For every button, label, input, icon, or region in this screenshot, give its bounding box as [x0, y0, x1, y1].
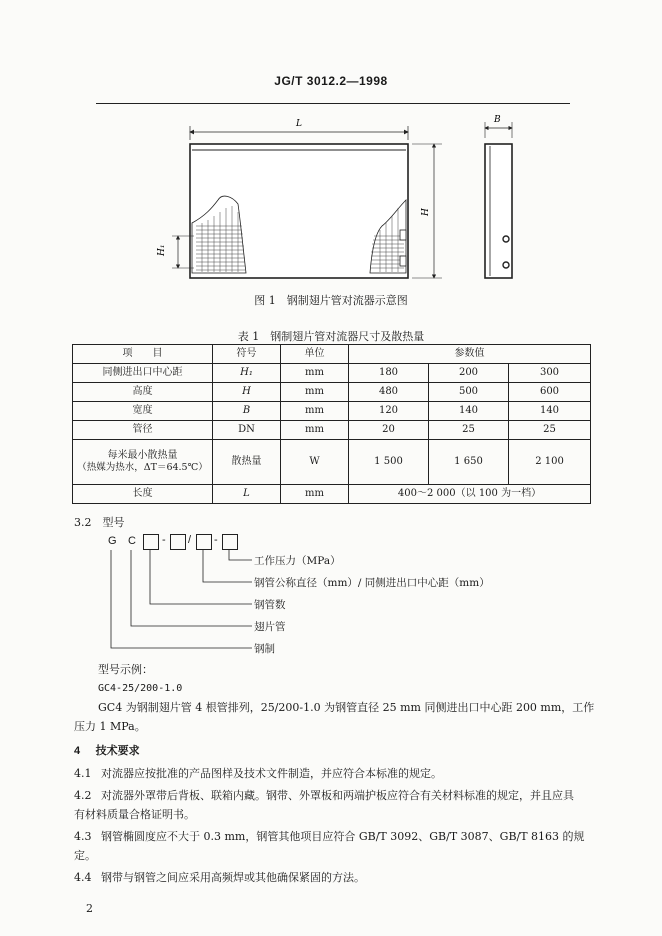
figure-caption: 图 1 钢制翅片管对流器示意图 — [254, 294, 408, 307]
header-unit: 单位 — [281, 345, 349, 364]
clause-number: 4.3 — [74, 830, 92, 843]
row-value: 1 500 — [349, 440, 429, 485]
row-value: 2 100 — [509, 440, 591, 485]
row-value: 140 — [429, 402, 509, 421]
row-item-line1: 每米最小散热量 — [107, 450, 178, 461]
model-example-code: GC4-25/200-1.0 — [98, 683, 183, 694]
model-label-tube-count: 钢管数 — [254, 599, 286, 611]
model-separator-dash: - — [214, 534, 218, 546]
document-code-header: JG/T 3012.2—1998 — [274, 74, 388, 88]
table-row — [73, 485, 591, 504]
model-example-desc-line1: GC4 为钢制翅片管 4 根管排列，25/200-1.0 为钢管直径 25 mm 同侧进出口中心距 200 mm，工作 — [98, 701, 595, 714]
row-symbol: H₁ — [213, 364, 281, 383]
model-separator-dash: - — [162, 534, 166, 546]
clause-text: 对流器应按批准的产品图样及技术文件制造，并应符合本标准的规定。 — [101, 767, 442, 780]
section-4-title: 技术要求 — [95, 744, 140, 757]
model-leader-lines — [100, 548, 260, 658]
clause-4-2-continued: 有材料质量合格证明书。 — [74, 808, 195, 821]
row-value: 480 — [349, 383, 429, 402]
row-value: 20 — [349, 421, 429, 440]
row-item: 同侧进出口中心距 — [73, 364, 213, 383]
row-unit: mm — [281, 485, 349, 504]
table-caption: 表 1 钢制翅片管对流器尺寸及散热量 — [237, 330, 425, 343]
model-example-desc-line2: 压力 1 MPa。 — [74, 720, 146, 733]
row-item: 长度 — [73, 485, 213, 504]
model-example-title: 型号示例： — [98, 663, 153, 676]
row-value: 25 — [509, 421, 591, 440]
row-symbol: DN — [213, 421, 281, 440]
row-value: 180 — [349, 364, 429, 383]
row-unit: mm — [281, 364, 349, 383]
section-4-heading — [74, 741, 140, 761]
clause-number: 4.1 — [74, 767, 92, 780]
row-value: 300 — [509, 364, 591, 383]
row-item: 管径 — [73, 421, 213, 440]
clause-text: 对流器外罩带后背板、联箱内藏。钢带、外罩板和两端护板应符合有关材料标准的规定，并且应具 — [101, 789, 574, 802]
table-row — [73, 421, 591, 440]
row-unit: mm — [281, 421, 349, 440]
row-value: 25 — [429, 421, 509, 440]
row-unit: mm — [281, 383, 349, 402]
table-row — [73, 383, 591, 402]
clause-4-3-continued: 定。 — [74, 849, 96, 862]
clause-number: 4.2 — [74, 789, 92, 802]
model-separator-slash: / — [188, 534, 192, 546]
row-item: 宽度 — [73, 402, 213, 421]
model-letter-c: C — [128, 535, 136, 547]
convector-schematic-figure — [150, 108, 540, 283]
row-value: 600 — [509, 383, 591, 402]
row-value: 500 — [429, 383, 509, 402]
row-value: 120 — [349, 402, 429, 421]
dim-label-B: B — [494, 115, 501, 125]
dim-label-H: H — [421, 208, 431, 216]
clause-text: 钢带与钢管之间应采用高频焊或其他确保紧固的方法。 — [101, 871, 365, 884]
row-unit: mm — [281, 402, 349, 421]
section-4-number: 4 — [74, 745, 81, 757]
row-value: 140 — [509, 402, 591, 421]
model-label-diameter: 钢管公称直径（mm）/ 同侧进出口中心距（mm） — [254, 577, 490, 589]
model-label-pressure: 工作压力（MPa） — [254, 555, 341, 567]
page-number: 2 — [86, 902, 93, 915]
row-item: 高度 — [73, 383, 213, 402]
table-row — [73, 402, 591, 421]
clause-4-2 — [74, 786, 594, 805]
row-value: 200 — [429, 364, 509, 383]
dim-label-L: L — [296, 119, 302, 129]
header-item: 项 目 — [73, 345, 213, 364]
header-params: 参数值 — [349, 345, 591, 364]
specification-table — [72, 344, 591, 504]
clause-4-1 — [74, 764, 594, 783]
row-item — [73, 440, 213, 485]
clause-text: 钢管椭圆度应不大于 0.3 mm，钢管其他项目应符合 GB/T 3092、GB/T 3087、GB/T 8163 的规 — [101, 830, 585, 843]
model-heading: 3.2 型号 — [74, 516, 125, 529]
row-symbol: 散热量 — [213, 440, 281, 485]
row-symbol: L — [213, 485, 281, 504]
model-label-finned-tube: 翅片管 — [254, 621, 286, 633]
clause-number: 4.4 — [74, 871, 92, 884]
row-value-span: 400～2 000（以 100 为一档） — [349, 485, 591, 504]
model-label-steel: 钢制 — [254, 643, 275, 655]
row-symbol: H — [213, 383, 281, 402]
row-value: 1 650 — [429, 440, 509, 485]
table-row — [73, 440, 591, 485]
row-symbol: B — [213, 402, 281, 421]
table-header-row — [73, 345, 591, 364]
row-unit: W — [281, 440, 349, 485]
header-rule — [96, 103, 570, 104]
header-symbol: 符号 — [213, 345, 281, 364]
clause-4-4 — [74, 868, 594, 887]
table-row — [73, 364, 591, 383]
clause-4-3 — [74, 827, 594, 846]
dim-label-H1: H₁ — [157, 244, 167, 256]
row-item-line2: （热媒为热水，ΔT＝64.5℃） — [77, 462, 208, 473]
model-letter-g: G — [108, 535, 117, 547]
